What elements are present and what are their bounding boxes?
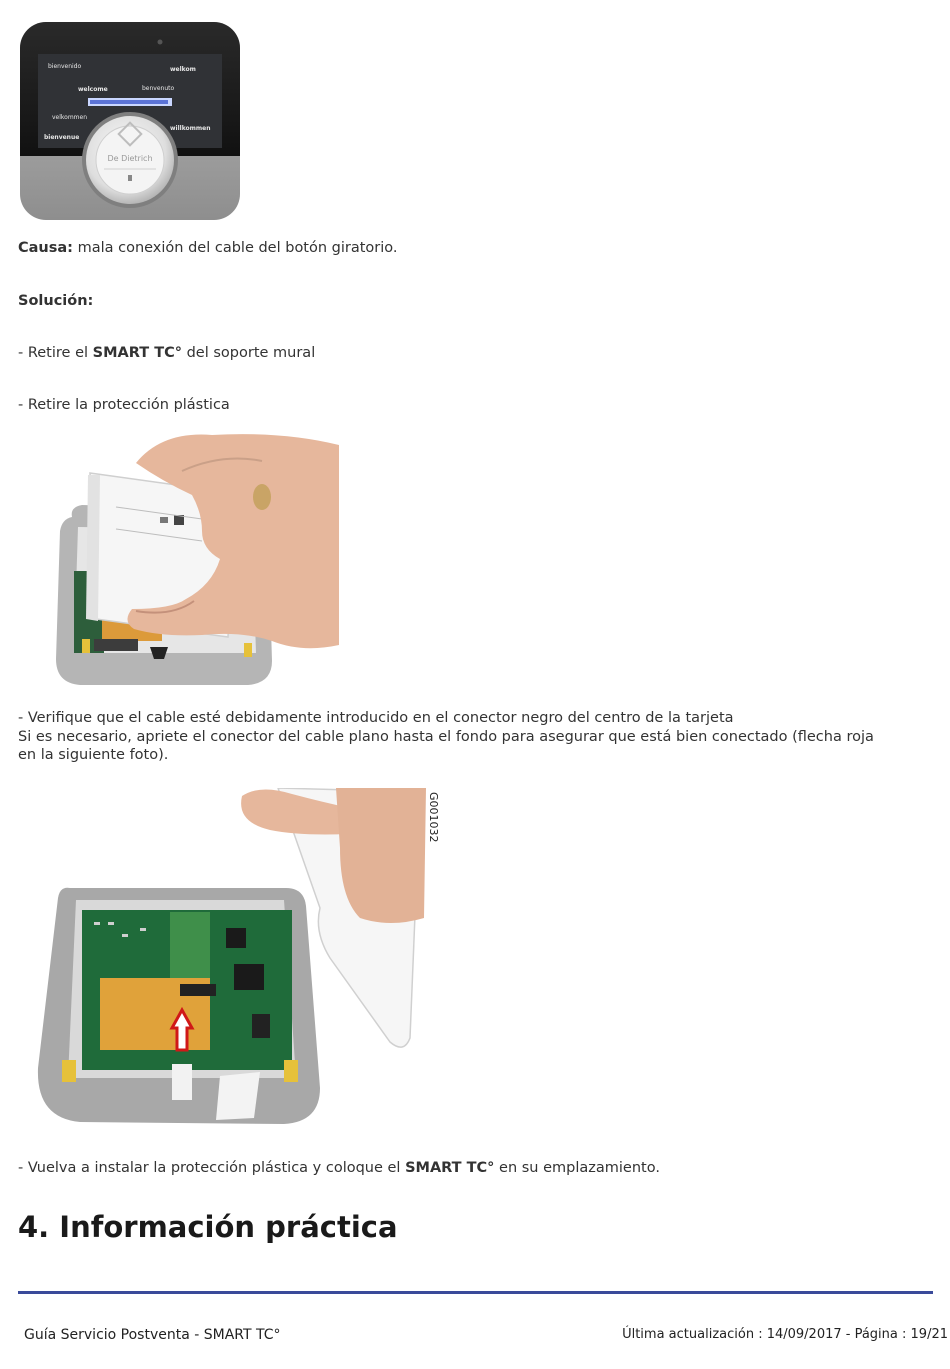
step-verify-cable: - Verifique que el cable esté debidamente introducido en el conector negro del centro de la tarjeta	[18, 710, 734, 726]
cause-paragraph	[18, 239, 398, 257]
remove-cover-photo	[52, 431, 339, 687]
section-heading: 4. Información práctica	[18, 1210, 398, 1244]
cause-text: mala conexión del cable del botón giratorio.	[72, 240, 398, 256]
screen-word: welkom	[170, 66, 196, 73]
photo-code: G001032	[427, 792, 440, 843]
screen-word: willkommen	[170, 125, 211, 132]
thermostat-photo	[18, 20, 242, 222]
footer-title: Guía Servicio Postventa - SMART TC°	[24, 1327, 281, 1343]
screen-word: velkommen	[52, 114, 88, 121]
screen-word: benvenuto	[142, 85, 175, 92]
step-verify-cable-line3: en la siguiente foto).	[18, 747, 169, 763]
screen-word: bienvenido	[48, 63, 82, 70]
step-remove-from-wall	[18, 344, 315, 362]
brand-logo-text: De Dietrich	[107, 154, 153, 163]
step-reinstall	[18, 1159, 660, 1177]
step-remove-cover: - Retire la protección plástica	[18, 397, 230, 413]
cause-label: Causa:	[18, 240, 73, 256]
footer-divider	[18, 1291, 933, 1294]
solution-label	[18, 292, 93, 310]
step1-prefix: - Retire el	[18, 345, 93, 361]
solution-label-text: Solución:	[18, 293, 94, 309]
step1-product: SMART TC°	[92, 345, 182, 361]
step-verify-cable-line2: Si es necesario, apriete el conector del cable plano hasta el fondo para asegurar que está bien conectado (flecha roja	[18, 729, 874, 745]
connector-photo	[30, 788, 442, 1128]
step1-suffix: del soporte mural	[181, 345, 316, 361]
step4-prefix: - Vuelva a instalar la protección plástica y coloque el	[18, 1160, 406, 1176]
step4-product: SMART TC°	[405, 1160, 495, 1176]
step4-suffix: en su emplazamiento.	[494, 1160, 660, 1176]
screen-word: bienvenue	[44, 134, 80, 141]
screen-word: welcome	[78, 86, 108, 93]
footer-page-info: Última actualización : 14/09/2017 - Página : 19/21	[622, 1327, 948, 1342]
